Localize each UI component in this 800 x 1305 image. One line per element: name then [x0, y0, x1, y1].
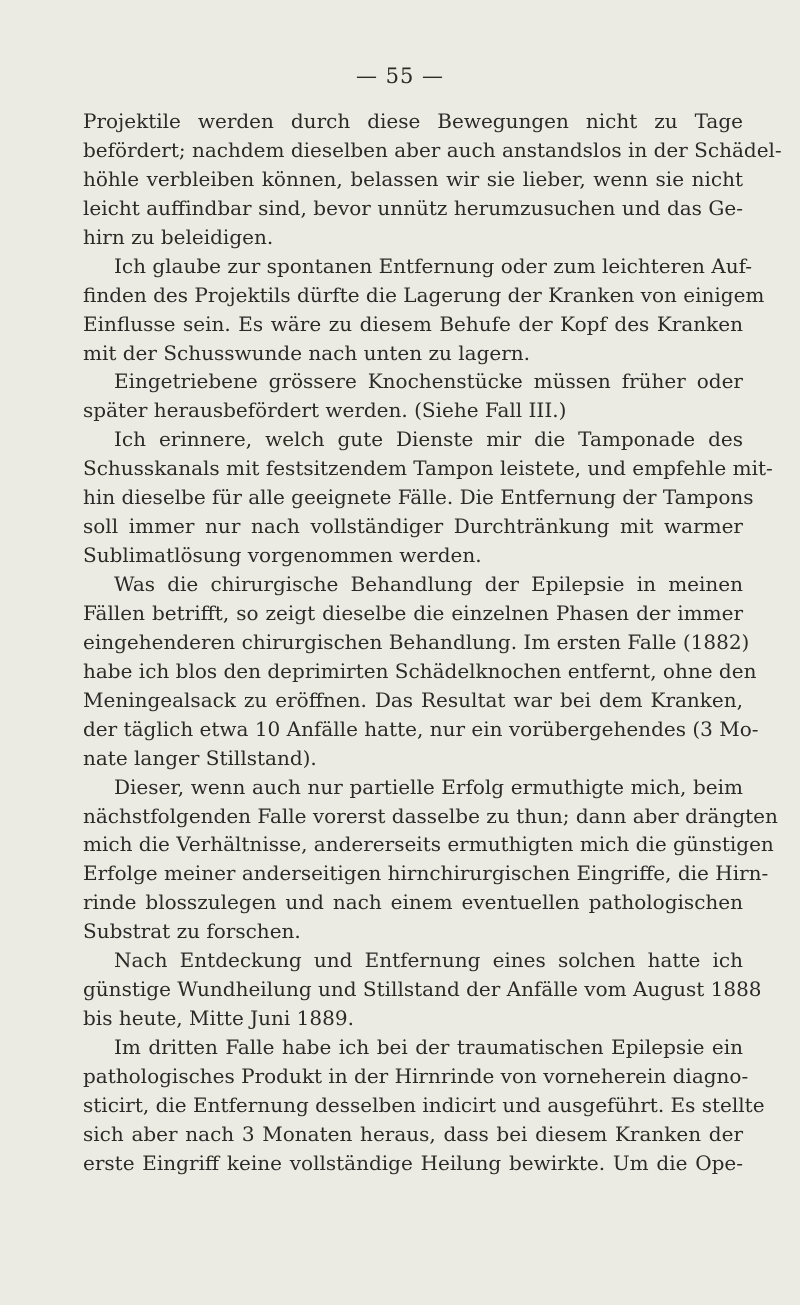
text-line: günstige Wundheilung und Stillstand der Anfälle vom August 1888	[83, 977, 762, 1002]
text-line: bis heute, Mitte Juni 1889.	[83, 1006, 354, 1031]
text-line: Einflusse sein. Es wäre zu diesem Behufe der Kopf des Kranken	[83, 311, 743, 336]
text-line: Ich glaube zur spontanen Entfernung oder zum leichteren Auf-	[114, 253, 753, 278]
text-line: Erfolge meiner anderseitigen hirnchirurgischen Eingriffe, die Hirn-	[83, 861, 769, 886]
text-line: Eingetriebene grössere Knochenstücke müssen früher oder	[114, 369, 743, 394]
text-line: Ich erinnere, welch gute Dienste mir die Tamponade des	[114, 427, 743, 452]
page-number: — 55 —	[355, 64, 445, 88]
text-line: Nach Entdeckung und Entfernung eines solchen hatte ich	[114, 948, 743, 973]
text-line: pathologisches Produkt in der Hirnrinde von vorneherein diagno-	[83, 1063, 749, 1088]
body-text	[83, 107, 782, 1178]
text-line: der täglich etwa 10 Anfälle hatte, nur ein vorübergehendes (3 Mo-	[83, 716, 759, 741]
text-line: Sublimatlösung vorgenommen werden.	[83, 543, 482, 568]
paragraph	[83, 367, 743, 425]
text-line: nächstfolgenden Falle vorerst dasselbe zu thun; dann aber drängten	[83, 803, 778, 828]
text-line: Was die chirurgische Behandlung der Epilepsie in meinen	[114, 572, 743, 596]
text-line: Im dritten Falle habe ich bei der traumatischen Epilepsie ein	[114, 1035, 743, 1059]
text-line: befördert; nachdem dieselben aber auch anstandslos in der Schädel-	[83, 137, 782, 162]
text-line: Dieser, wenn auch nur partielle Erfolg ermuthigte mich, beim	[114, 774, 743, 799]
paragraph	[83, 1033, 765, 1178]
text-line: leicht auffindbar sind, bevor unnütz herumzusuchen und das Ge-	[83, 195, 743, 220]
text-line: erste Eingriff keine vollständige Heilung bewirkte. Um die Ope-	[83, 1150, 743, 1175]
text-line: später herausbefördert werden. (Siehe Fall III.)	[83, 398, 567, 423]
text-line: sticirt, die Entfernung desselben indicirt und ausgeführt. Es stellte	[83, 1092, 765, 1117]
paragraph	[83, 773, 778, 947]
text-line: habe ich blos den deprimirten Schädelknochen entfernt, ohne den	[83, 658, 757, 683]
text-line: Substrat zu forschen.	[83, 919, 301, 944]
paragraph	[83, 425, 773, 570]
text-line: hirn zu beleidigen.	[83, 224, 274, 249]
text-line: Schusskanals mit festsitzendem Tampon leistete, und empfehle mit-	[83, 456, 773, 481]
paragraph	[83, 252, 765, 368]
text-line: hin dieselbe für alle geeignete Fälle. Die Entfernung der Tampons	[83, 485, 754, 510]
text-line: Projektile werden durch diese Bewegungen nicht zu Tage	[83, 109, 743, 133]
text-line: sich aber nach 3 Monaten heraus, dass bei diesem Kranken der	[83, 1121, 743, 1146]
text-line: mich die Verhältnisse, andererseits ermuthigten mich die günstigen	[83, 832, 774, 857]
text-line: nate langer Stillstand).	[83, 745, 317, 770]
paragraph	[83, 107, 782, 252]
text-line: höhle verbleiben können, belassen wir sie lieber, wenn sie nicht	[83, 166, 743, 191]
text-line: rinde blosszulegen und nach einem eventuellen pathologischen	[83, 890, 743, 915]
text-line: eingehenderen chirurgischen Behandlung. Im ersten Falle (1882)	[83, 629, 750, 654]
text-line: Fällen betrifft, so zeigt dieselbe die einzelnen Phasen der immer	[83, 600, 743, 625]
text-line: mit der Schusswunde nach unten zu lagern.	[83, 340, 531, 365]
paragraph	[83, 570, 759, 773]
text-line: soll immer nur nach vollständiger Durchtränkung mit warmer	[83, 514, 743, 539]
text-line: finden des Projektils dürfte die Lagerung der Kranken von einigem	[83, 282, 765, 307]
text-line: Meningealsack zu eröffnen. Das Resultat war bei dem Kranken,	[83, 687, 743, 712]
paragraph	[83, 946, 762, 1033]
